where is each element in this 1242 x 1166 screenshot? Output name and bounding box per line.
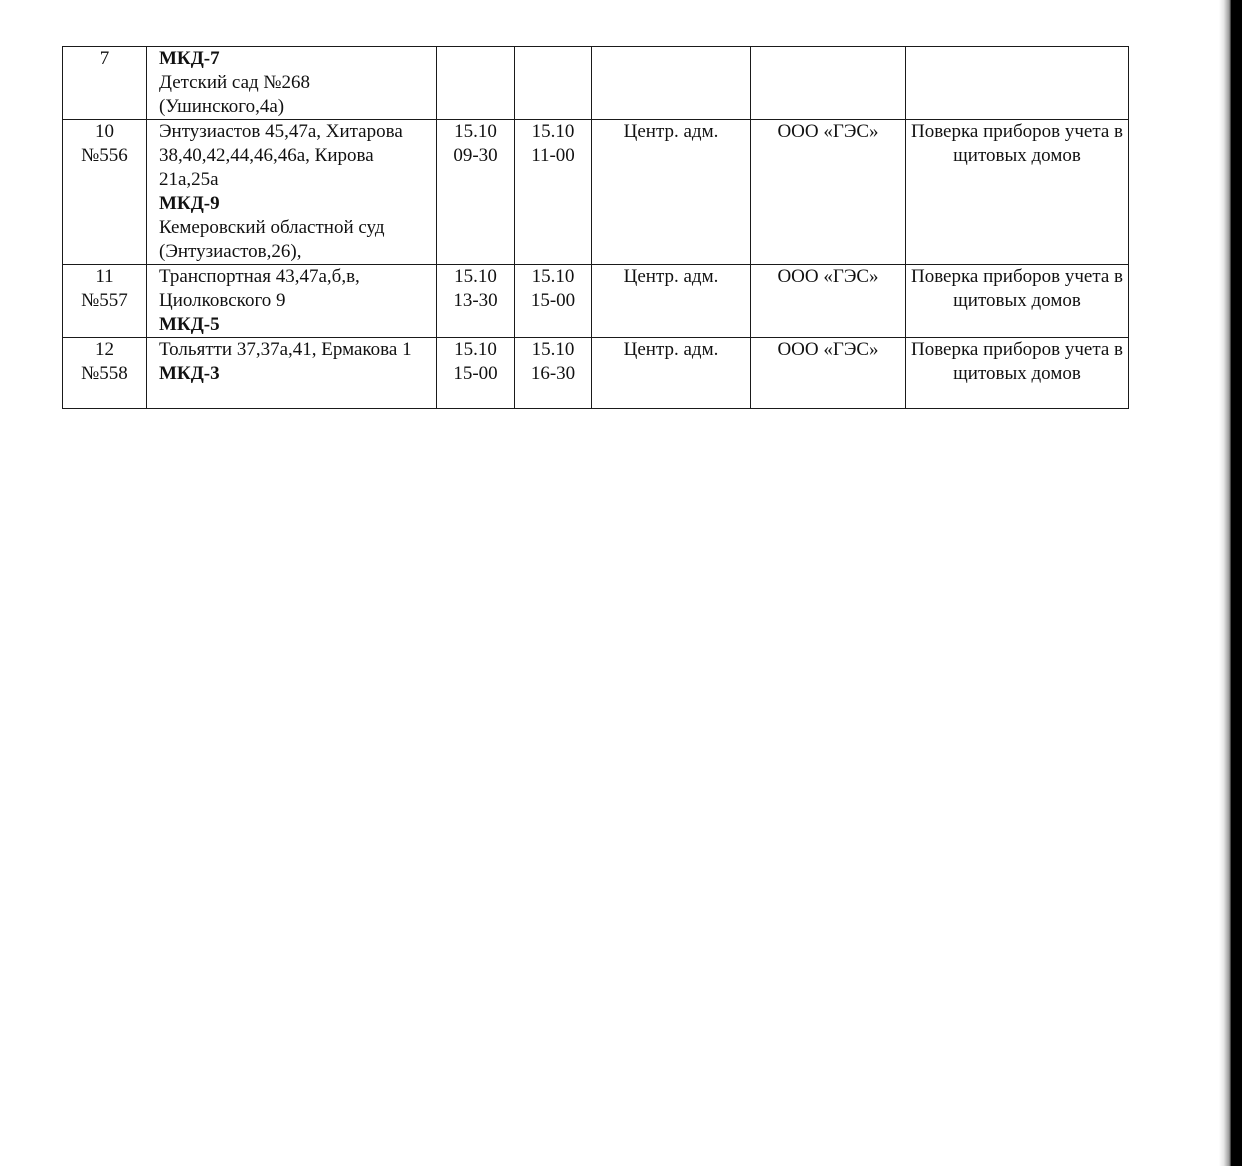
end-cell xyxy=(515,47,592,120)
row-number-cell xyxy=(63,120,147,265)
end-time: 15-00 xyxy=(530,290,576,311)
org-text: ООО «ГЭС» xyxy=(777,339,879,360)
start-time: 09-30 xyxy=(453,145,498,166)
work-cell xyxy=(906,120,1129,265)
table-row xyxy=(63,120,1129,265)
area-text: Центр. адм. xyxy=(623,339,719,360)
start-cell xyxy=(437,120,515,265)
work-cell xyxy=(906,265,1129,338)
extra-line: Кемеровский областной суд xyxy=(159,217,385,238)
outage-schedule-table xyxy=(62,46,1129,409)
address-line: 21а,25а xyxy=(159,169,219,190)
end-time: 11-00 xyxy=(531,145,575,166)
work-cell xyxy=(906,338,1129,409)
row-number: 7 xyxy=(99,48,110,69)
org-cell xyxy=(751,47,906,120)
area-cell xyxy=(592,120,751,265)
end-cell xyxy=(515,265,592,338)
row-number-cell xyxy=(63,338,147,409)
address-cell xyxy=(147,338,437,409)
work-text: Поверка приборов учета в щитовых домов xyxy=(910,266,1124,311)
extra-line: (Энтузиастов,26), xyxy=(159,241,302,262)
start-time: 15-00 xyxy=(453,363,498,384)
area-text: Центр. адм. xyxy=(623,121,719,142)
address-cell xyxy=(147,265,437,338)
address-line: Энтузиастов 45,47а, Хитарова xyxy=(159,121,403,142)
work-cell xyxy=(906,47,1129,120)
start-time: 13-30 xyxy=(453,290,498,311)
row-number: 12 xyxy=(95,339,114,360)
start-cell xyxy=(437,265,515,338)
extra-line: (Ушинского,4а) xyxy=(159,96,285,117)
address-line: Тольятти 37,37а,41, Ермакова 1 xyxy=(159,339,412,360)
table-row xyxy=(63,47,1129,120)
end-time: 16-30 xyxy=(530,363,576,384)
address-line: Циолковского 9 xyxy=(159,290,286,311)
org-cell xyxy=(751,120,906,265)
org-cell xyxy=(751,338,906,409)
mkd-label: МКД-7 xyxy=(159,48,220,69)
ticket-number: №556 xyxy=(81,145,128,166)
page-edge-shadow xyxy=(1219,0,1231,1166)
start-date: 15.10 xyxy=(454,121,497,142)
address-line: 38,40,42,44,46,46а, Кирова xyxy=(159,145,374,166)
area-cell xyxy=(592,265,751,338)
row-number: 11 xyxy=(95,266,114,287)
end-cell xyxy=(515,338,592,409)
work-text: Поверка приборов учета в щитовых домов xyxy=(910,339,1124,384)
org-cell xyxy=(751,265,906,338)
start-cell xyxy=(437,47,515,120)
ticket-number: №557 xyxy=(81,290,128,311)
address-line: Транспортная 43,47а,б,в, xyxy=(159,266,360,287)
area-cell xyxy=(592,338,751,409)
address-cell xyxy=(147,120,437,265)
row-number-cell xyxy=(63,265,147,338)
org-text: ООО «ГЭС» xyxy=(777,121,879,142)
table-row xyxy=(63,265,1129,338)
row-number: 10 xyxy=(95,121,114,142)
ticket-number: №558 xyxy=(81,363,128,384)
area-cell xyxy=(592,47,751,120)
end-date: 15.10 xyxy=(531,339,575,360)
table-row xyxy=(63,338,1129,409)
mkd-label: МКД-3 xyxy=(159,363,220,384)
row-number-cell xyxy=(63,47,147,120)
area-text: Центр. адм. xyxy=(623,266,719,287)
end-date: 15.10 xyxy=(531,266,575,287)
mkd-label: МКД-5 xyxy=(159,314,220,335)
extra-line: Детский сад №268 xyxy=(159,72,311,93)
start-cell xyxy=(437,338,515,409)
start-date: 15.10 xyxy=(454,339,497,360)
org-text: ООО «ГЭС» xyxy=(777,266,879,287)
end-date: 15.10 xyxy=(531,121,575,142)
work-text: Поверка приборов учета в щитовых домов xyxy=(910,121,1124,166)
end-cell xyxy=(515,120,592,265)
start-date: 15.10 xyxy=(454,266,497,287)
mkd-label: МКД-9 xyxy=(159,193,220,214)
address-cell xyxy=(147,47,437,120)
